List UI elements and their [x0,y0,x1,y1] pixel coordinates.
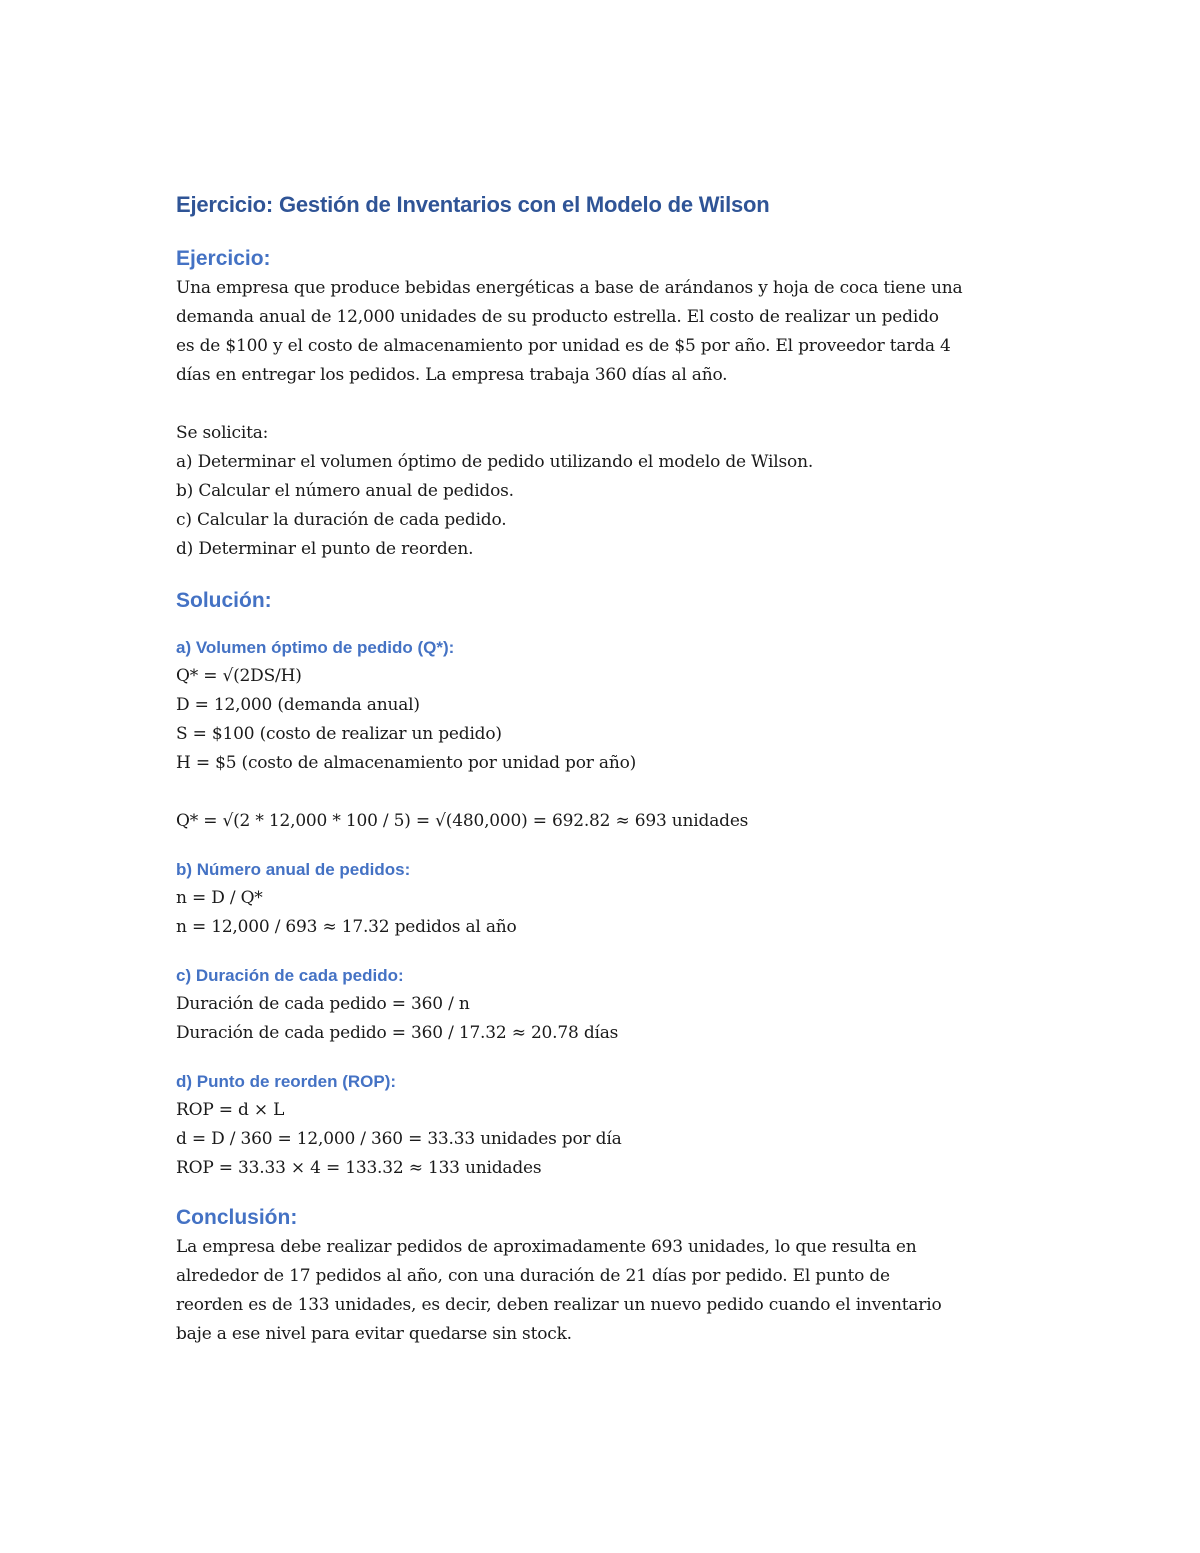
solution-d-body [176,1096,1056,1183]
formula-line: D = 12,000 (demanda anual) [176,695,420,715]
conclusion-paragraph [176,1233,1056,1349]
formula-line: S = $100 (costo de realizar un pedido) [176,724,502,744]
request-label: Se solicita: [176,423,269,443]
formula-line: n = 12,000 / 693 ≈ 17.32 pedidos al año [176,917,517,937]
request-item-b: b) Calcular el número anual de pedidos. [176,481,514,501]
solution-d-heading: d) Punto de reorden (ROP): [176,1072,397,1091]
solution-a-heading: a) Volumen óptimo de pedido (Q*): [176,638,455,657]
paragraph-line: demanda anual de 12,000 unidades de su producto estrella. El costo de realizar un pedido [176,307,939,327]
formula-line: ROP = d × L [176,1100,285,1120]
solution-c-body [176,990,1056,1048]
paragraph-line: baje a ese nivel para evitar quedarse sin stock. [176,1324,572,1344]
paragraph-line: alrededor de 17 pedidos al año, con una duración de 21 días por pedido. El punto de [176,1266,890,1286]
formula-line: Duración de cada pedido = 360 / n [176,994,470,1014]
formula-line: Duración de cada pedido = 360 / 17.32 ≈ 20.78 días [176,1023,619,1043]
exercise-heading: Ejercicio: [176,247,271,270]
solution-b-body [176,884,1056,942]
solution-c-heading: c) Duración de cada pedido: [176,966,404,985]
formula-result: Q* = √(2 * 12,000 * 100 / 5) = √(480,000) = 692.82 ≈ 693 unidades [176,811,749,831]
formula-line: d = D / 360 = 12,000 / 360 = 33.33 unidades por día [176,1129,622,1149]
paragraph-line: días en entregar los pedidos. La empresa trabaja 360 días al año. [176,365,728,385]
request-list [176,419,1056,564]
paragraph-line: La empresa debe realizar pedidos de aproximadamente 693 unidades, lo que resulta en [176,1237,917,1257]
solution-a-body [176,662,1056,836]
formula-line: H = $5 (costo de almacenamiento por unidad por año) [176,753,637,773]
formula-line: n = D / Q* [176,888,263,908]
request-item-c: c) Calcular la duración de cada pedido. [176,510,507,530]
solution-heading: Solución: [176,589,272,612]
request-item-d: d) Determinar el punto de reorden. [176,539,474,559]
formula-line: Q* = √(2DS/H) [176,666,302,686]
paragraph-line: Una empresa que produce bebidas energéticas a base de arándanos y hoja de coca tiene una [176,278,963,298]
paragraph-line: reorden es de 133 unidades, es decir, deben realizar un nuevo pedido cuando el inventario [176,1295,942,1315]
request-item-a: a) Determinar el volumen óptimo de pedido utilizando el modelo de Wilson. [176,452,814,472]
document-title: Ejercicio: Gestión de Inventarios con el Modelo de Wilson [176,192,770,217]
solution-b-heading: b) Número anual de pedidos: [176,860,411,879]
exercise-paragraph [176,274,1056,390]
paragraph-line: es de $100 y el costo de almacenamiento por unidad es de $5 por año. El proveedor tarda 4 [176,336,951,356]
conclusion-heading: Conclusión: [176,1206,298,1229]
document-page [176,190,1056,1349]
formula-line: ROP = 33.33 × 4 = 133.32 ≈ 133 unidades [176,1158,542,1178]
